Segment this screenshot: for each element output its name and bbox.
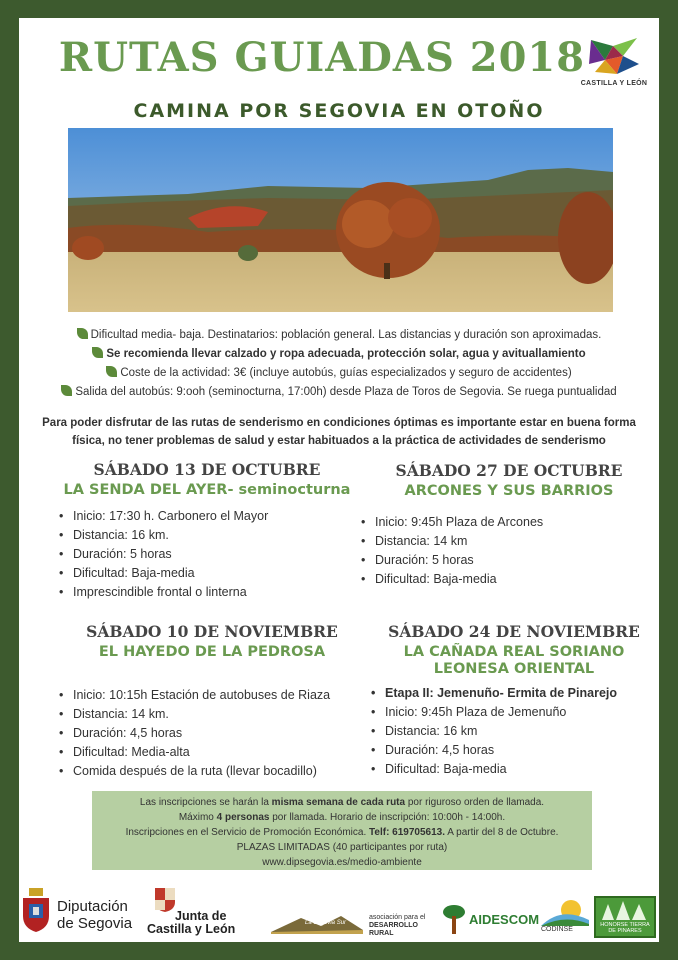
castilla-leon-caption: CASTILLA Y LEÓN xyxy=(580,80,648,87)
route-detail: • Inicio: 9:45h Plaza de Jemenuño xyxy=(369,703,659,722)
codinse-name: CODINSE xyxy=(541,926,573,933)
route-name: LA SENDA DEL AYER- seminocturna xyxy=(63,482,351,498)
route-detail: • Distancia: 14 km. xyxy=(57,705,367,724)
info-line: Dificultad media- baja. Destinatarios: población general. Las distancias y duración son aproximadas. xyxy=(19,326,659,345)
route-name: LA CAÑADA REAL SORIANO xyxy=(403,644,625,660)
route-name-cont: LEONESA ORIENTAL xyxy=(433,661,595,677)
route-detail: • Dificultad: Media-alta xyxy=(57,743,367,762)
route-detail: • Imprescindible frontal o linterna xyxy=(57,583,357,602)
route-detail: • Duración: 5 horas xyxy=(359,551,659,570)
route-detail: • Inicio: 17:30 h. Carbonero el Mayor xyxy=(57,507,357,526)
route-detail: • Duración: 5 horas xyxy=(57,545,357,564)
route-detail: • Distancia: 14 km xyxy=(359,532,659,551)
route-card xyxy=(57,460,357,602)
sponsor-footer xyxy=(19,884,659,940)
castilla-leon-star-icon xyxy=(587,34,641,78)
route-card xyxy=(369,622,659,779)
route-date: SÁBADO 10 DE NOVIEMBRE xyxy=(86,622,338,641)
route-date: SÁBADO 24 DE NOVIEMBRE xyxy=(388,622,640,641)
registration-line: Las inscripciones se harán la misma semana de cada ruta por riguroso orden de llamada. xyxy=(139,797,545,808)
route-detail: • Dificultad: Baja-media xyxy=(57,564,357,583)
website-link[interactable]: www.dipsegovia.es/medio-ambiente xyxy=(262,857,422,868)
route-name: ARCONES Y SUS BARRIOS xyxy=(404,483,614,499)
general-info xyxy=(19,326,659,402)
route-detail: • Dificultad: Baja-media xyxy=(359,570,659,589)
route-detail: • Comida después de la ruta (llevar bocadillo) xyxy=(57,762,367,781)
registration-box xyxy=(92,791,592,870)
route-detail: • Distancia: 16 km xyxy=(369,722,659,741)
leaf-icon xyxy=(77,328,88,339)
junta-shield-icon xyxy=(153,886,177,912)
route-card xyxy=(359,461,659,589)
route-detail: • Inicio: 10:15h Estación de autobuses de Riaza xyxy=(57,686,367,705)
route-details xyxy=(359,513,659,589)
route-details xyxy=(57,507,357,602)
junta-logo xyxy=(147,886,239,938)
leaf-icon xyxy=(61,385,72,396)
segovia-sur-logo xyxy=(271,912,363,934)
route-detail: • Duración: 4,5 horas xyxy=(57,724,367,743)
route-detail: • Etapa II: Jemenuño- Ermita de Pinarejo xyxy=(369,684,659,703)
poster-title: RUTAS GUIADAS 2018 xyxy=(58,34,586,81)
codinse-logo xyxy=(541,896,589,936)
route-details xyxy=(369,684,659,779)
route-date: SÁBADO 27 DE OCTUBRE xyxy=(395,461,623,480)
limited-places: PLAZAS LIMITADAS (40 participantes por ruta) xyxy=(236,842,448,853)
route-details xyxy=(57,686,367,781)
autumn-landscape-photo xyxy=(68,128,613,312)
aidescom-name: AIDESCOM xyxy=(469,912,540,927)
junta-name: Junta de Castilla y León xyxy=(147,909,236,936)
route-detail: • Dificultad: Baja-media xyxy=(369,760,659,779)
pine-trees-icon xyxy=(596,898,654,922)
route-name: EL HAYEDO DE LA PEDROSA xyxy=(98,644,326,660)
route-detail: • Inicio: 9:45h Plaza de Arcones xyxy=(359,513,659,532)
castilla-leon-logo xyxy=(579,34,649,87)
diputacion-name: Diputación de Segovia xyxy=(57,898,133,932)
poster xyxy=(19,18,659,942)
registration-line: Inscripciones en el Servicio de Promoción Económica. Telf: 619705613. A partir del 8 de Octubre. xyxy=(125,827,559,838)
registration-line: Máximo 4 personas por llamada. Horario de inscripción: 10:00h - 14:00h. xyxy=(178,812,506,823)
leaf-icon xyxy=(106,366,117,377)
route-detail: • Duración: 4,5 horas xyxy=(369,741,659,760)
fitness-warning: Para poder disfrutar de las rutas de senderismo en condiciones óptimas es importante estar en buena forma física, no tener problemas de salud y estar habituados a la práctica de actividades de senderismo xyxy=(42,417,636,447)
honorse-name: HONORSE TIERRA DE PINARES xyxy=(600,922,650,934)
coat-of-arms-icon xyxy=(21,888,51,932)
route-date: SÁBADO 13 DE OCTUBRE xyxy=(93,460,321,479)
segovia-sur-name: La Segovia Sur xyxy=(305,920,347,926)
diputacion-logo xyxy=(21,888,143,936)
route-card xyxy=(57,622,367,781)
honorse-logo xyxy=(594,896,656,938)
adr-logo: asociación para el DESARROLLO RURAL xyxy=(369,914,426,937)
leaf-icon xyxy=(92,347,103,358)
info-line: Se recomienda llevar calzado y ropa adecuada, protección solar, agua y avituallamiento xyxy=(19,345,659,364)
tree-icon xyxy=(443,904,465,934)
aidescom-logo xyxy=(443,904,540,936)
poster-subtitle: CAMINA POR SEGOVIA EN OTOÑO xyxy=(133,100,545,122)
info-line: Salida del autobús: 9:ooh (seminocturna, 17:00h) desde Plaza de Toros de Segovia. Se ruega puntualidad xyxy=(19,383,659,402)
route-detail: • Distancia: 16 km. xyxy=(57,526,357,545)
info-line: Coste de la actividad: 3€ (incluye autobús, guías especializados y seguro de accidentes) xyxy=(19,364,659,383)
